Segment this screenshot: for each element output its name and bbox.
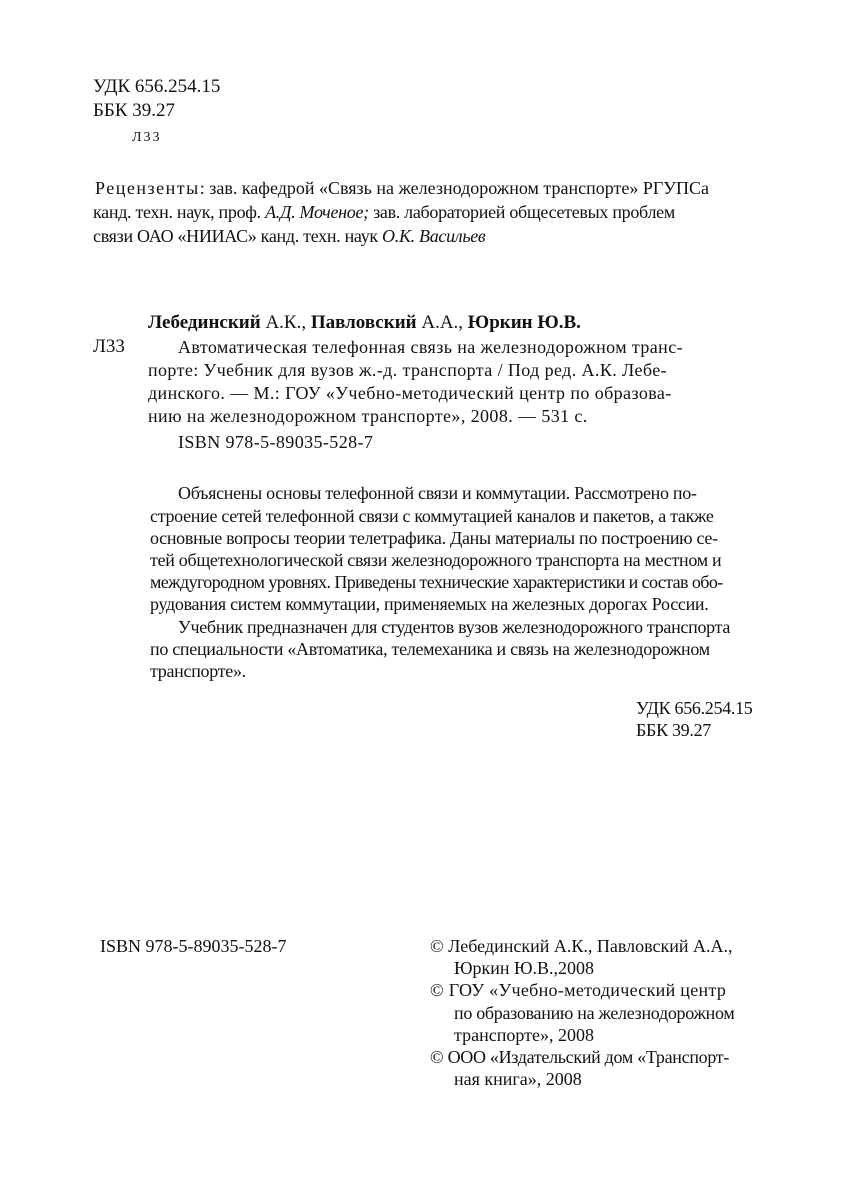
bibliographic-line-3: динского. — М.: ГОУ «Учебно-методический центр по образова- [148,383,672,403]
bibliographic-line-1: Автоматическая телефонная связь на железнодорожном транс- [178,337,683,357]
copyright-line-7: ная книга», 2008 [454,1069,582,1089]
annotation-p2-line-3: транспорте». [150,661,246,681]
annotation-p1-line-3: основные вопросы теории телетрафика. Даны материалы по построению се- [150,528,718,548]
author-1-initials: А.К., [265,312,307,333]
authors-line [148,312,581,334]
bbk-bottom: ББК 39.27 [636,720,711,740]
author-2-initials: А.А., [421,312,464,333]
bbk-header: ББК 39.27 [93,100,175,121]
annotation-p1-line-1: Объяснены основы телефонной связи и коммутации. Рассмотрено по- [178,483,697,503]
udk-bottom: УДК 656.254.15 [636,698,753,718]
reviewers-line-2-suffix: зав. лабораторией общесетевых проблем [373,202,675,222]
annotation-p1-line-2: строение сетей телефонной связи с коммутацией каналов и пакетов, а также [150,506,714,526]
copyright-line-5: транспорте», 2008 [454,1025,594,1045]
reviewer-name-2: О.К. Васильев [382,226,486,246]
reviewers-label: Рецензенты [95,178,200,198]
reviewers-line-2 [93,201,675,223]
footer-isbn: ISBN 978-5-89035-528-7 [100,936,287,956]
author-2: Павловский [310,312,417,333]
annotation-p1-line-4: тей общетехнологической связи железнодорожного транспорта на местном и [150,550,722,570]
annotation-p2-line-2: по специальности «Автоматика, телемеханика и связь на железнодорожном [150,639,710,659]
annotation-p1-line-6: рудования систем коммутации, применяемых на железных дорогах России. [150,594,709,614]
author-code-header: Л33 [132,130,162,145]
author-1: Лебединский [148,312,261,333]
copyright-line-1: © Лебединский А.К., Павловский А.А., [430,936,733,956]
copyright-line-2: Юркин Ю.В.,2008 [454,958,595,978]
reviewers-line-3-prefix: связи ОАО «НИИАС» канд. техн. наук [93,226,378,246]
annotation-p2-line-1: Учебник предназначен для студентов вузов железнодорожного транспорта [178,617,731,637]
annotation-p1-line-5: междугородном уровнях. Приведены технические характеристики и состав обо- [150,572,723,592]
copyright-line-6: © ООО «Издательский дом «Транспорт- [430,1047,730,1067]
udk-header: УДК 656.254.15 [93,76,221,97]
reviewers-line-1-text: : зав. кафедрой «Связь на железнодорожном транспорте» РГУПСа [199,178,710,198]
bibliographic-line-4: нию на железнодорожном транспорте», 2008. — 531 с. [148,406,588,426]
reviewers-line-3 [93,225,485,247]
reviewers-line-2-prefix: канд. техн. наук, проф. [93,202,261,222]
copyright-line-4: по образованию на железнодорожном [454,1003,735,1023]
reviewers-line-1 [95,177,709,199]
bibliographic-code: Л33 [93,336,125,357]
reviewer-name-1: А.Д. Моченое; [265,202,369,222]
bibliographic-line-2: порте: Учебник для вузов ж.-д. транспорта / Под ред. А.К. Лебе- [148,360,668,380]
author-3: Юркин Ю.В. [467,312,581,333]
bibliographic-isbn: ISBN 978-5-89035-528-7 [178,432,374,452]
copyright-line-3: © ГОУ «Учебно-методический центр [430,980,727,1000]
